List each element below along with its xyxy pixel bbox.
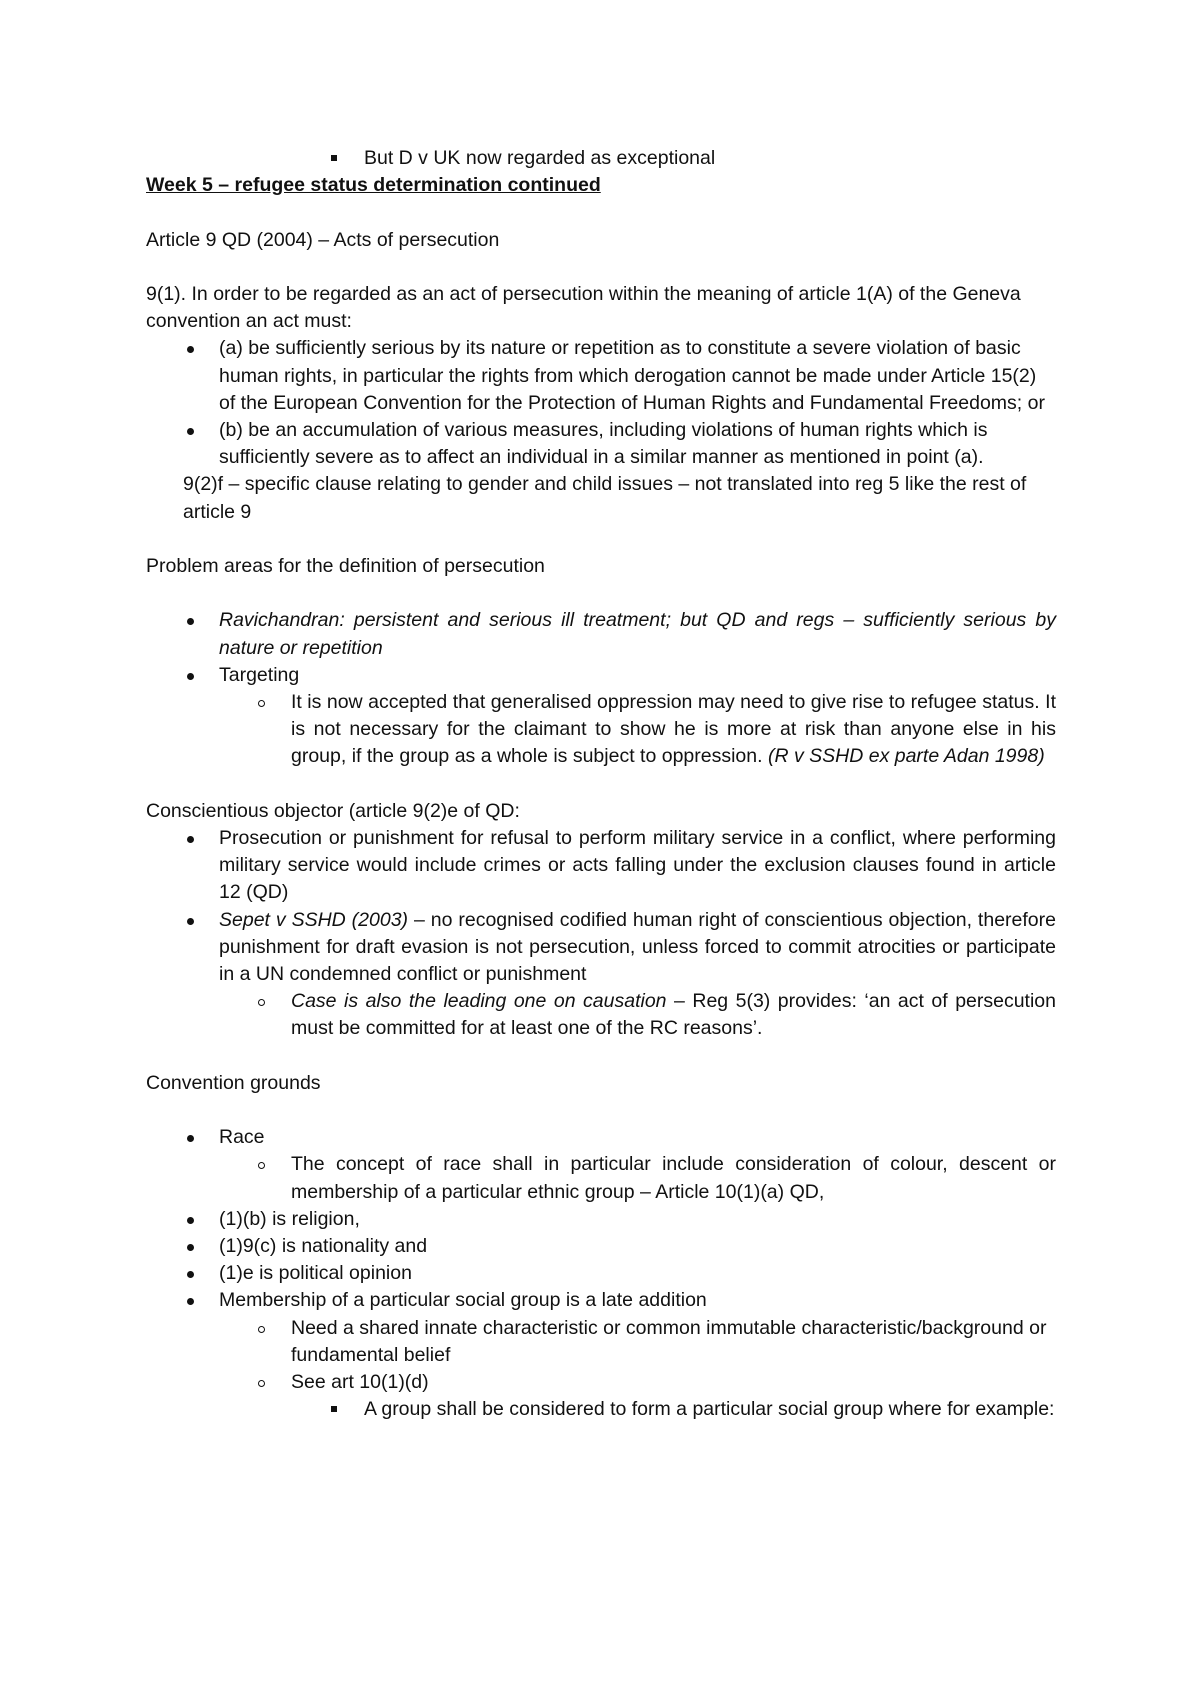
list-item (146, 907, 1056, 989)
shared-text: Need a shared innate characteristic or common immutable characteristic/background or fundamental belief (291, 1316, 1047, 1366)
problem-title: Problem areas for the definition of persecution (146, 555, 545, 577)
art92f-note: 9(2)f – specific clause relating to gender and child issues – not translated into reg 5 like the rest of article 9 (183, 473, 1027, 523)
conscientious-list (146, 825, 1056, 1043)
list-item (146, 1124, 1056, 1151)
art91-list (146, 335, 1056, 471)
list-item (146, 988, 1056, 1042)
list-item (146, 1315, 1056, 1369)
list-item (146, 417, 1056, 471)
list-item (146, 1151, 1056, 1205)
article9-title: Article 9 QD (2004) – Acts of persecution (146, 228, 500, 251)
list-item (146, 1369, 1056, 1396)
sepet-text: – no recognised codified human right of conscientious objection, therefore punishment for draft evasion is not persecution, unless forced to commit atrocities or participate in a UN condemned conflict or punishment (219, 908, 1056, 986)
nationality-text: (1)9(c) is nationality and (219, 1235, 428, 1258)
political-text: (1)e is political opinion (219, 1262, 412, 1285)
ravichandran-text: Ravichandran: persistent and serious ill treatment; but QD and regs – sufficiently serious by nature or repetition (219, 609, 1056, 659)
religion-text: (1)(b) is religion, (219, 1207, 360, 1230)
causation-italic: Case is also the leading one on causation (291, 990, 667, 1013)
list-item (146, 662, 1056, 689)
art91-item-a: (a) be sufficiently serious by its nature or repetition as to constitute a severe violation of basic human rights, in particular the rights from which derogation cannot be made under Article 15(2) of the European Convention for the Protection of Human Rights and Fundamental Freedoms; or (219, 337, 1045, 414)
document-content (146, 145, 1056, 1423)
list-item (146, 145, 1056, 172)
list-item (146, 825, 1056, 907)
list-item (146, 1260, 1056, 1287)
see-art-text: See art 10(1)(d) (291, 1371, 429, 1394)
art91-item-b: (b) be an accumulation of various measures, including violations of human rights which is sufficiently severe as to affect an individual in a similar manner as mentioned in point (a). (219, 419, 988, 469)
art91-intro: 9(1). In order to be regarded as an act of persecution within the meaning of article 1(A) of the Geneva convention an act must: (146, 282, 1021, 333)
problem-list (146, 607, 1056, 770)
list-item (146, 335, 1056, 417)
grounds-list (146, 1124, 1056, 1423)
grounds-title: Convention grounds (146, 1071, 321, 1094)
top-list (146, 145, 1056, 172)
social-group-text: Membership of a particular social group is a late addition (219, 1289, 707, 1312)
prosecution-text: Prosecution or punishment for refusal to perform military service in a conflict, where performing military service would include crimes or acts falling under the exclusion clauses found in article 12 (QD) (219, 827, 1056, 904)
week-heading: Week 5 – refugee status determination continued (146, 174, 601, 197)
list-item (146, 689, 1056, 771)
targeting-text: Targeting (219, 663, 300, 686)
targeting-case: (R v SSHD ex parte Adan 1998) (767, 745, 1045, 768)
list-item (146, 1206, 1056, 1233)
list-item (146, 1233, 1056, 1260)
targeting-sub-text: It is now accepted that generalised oppression may need to give rise to refugee status. It is not necessary for the claimant to show he is more at risk than anyone else in his group, if the group as a whole is subject to oppression. (291, 691, 1056, 768)
list-item (146, 1396, 1056, 1423)
race-text: Race (219, 1126, 265, 1149)
race-sub-text: The concept of race shall in particular include consideration of colour, descent or membership of a particular ethnic group – Article 10(1)(a) QD, (291, 1153, 1056, 1203)
sepet-case: Sepet v SSHD (2003) (219, 908, 409, 931)
conscientious-title: Conscientious objector (article 9(2)e of QD: (146, 799, 520, 822)
causation-text: – Reg 5(3) provides: ‘an act of persecution must be committed for at least one of the RC reasons’. (291, 990, 1057, 1040)
list-item (146, 607, 1056, 661)
list-item (146, 1287, 1056, 1314)
group-def-text: A group shall be considered to form a particular social group where for example: (364, 1398, 1055, 1421)
top-item-text: But D v UK now regarded as exceptional (364, 147, 716, 169)
